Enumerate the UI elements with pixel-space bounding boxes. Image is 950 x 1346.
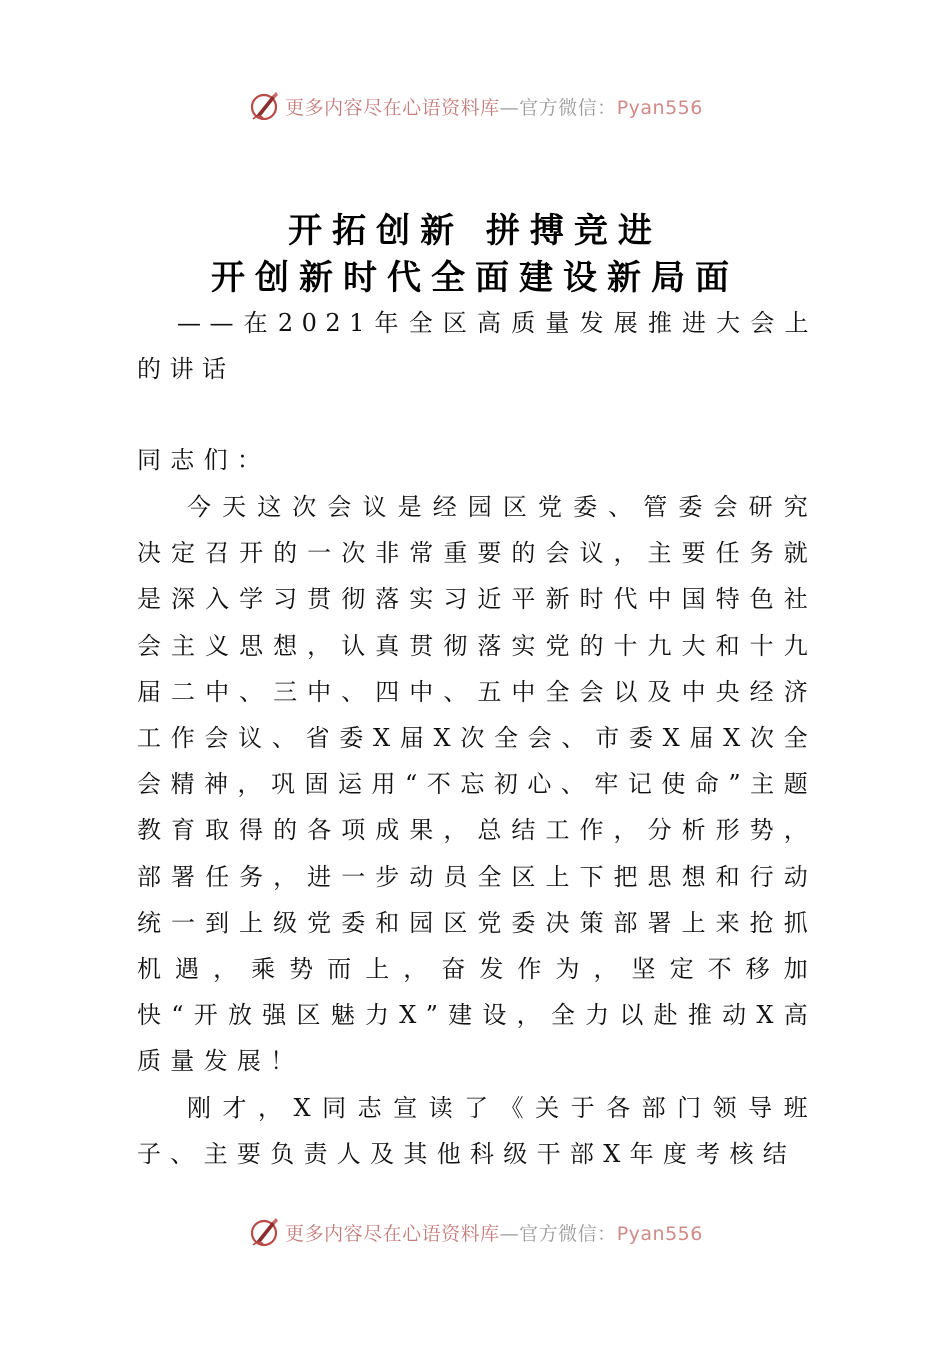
footer-banner — [0, 1212, 950, 1252]
paragraph-2: 刚才，X同志宣读了《关于各部门领导班子、主要负责人及其他科级干部X年度考核结 — [137, 1094, 817, 1169]
paragraph-1: 今天这次会议是经园区党委、管委会研究决定召开的一次非常重要的会议，主要任务就是深入学习贯彻落实习近平新时代中国特色社会主义思想，认真贯彻落实党的十九大和十九届二中、三中、四中、五中全会以及中央经济工作会议、省委X届X次全会、市委X届X次全会精神，巩固运用“不忘初心、牢记使命”主题教育取得的各项成果，总结工作，分析形势，部署任务，进一步动员全区上下把思想和行动统一到上级党委和园区党委决策部署上来抢抓机遇，乘势而上，奋发作为，坚定不移加快“开放强区魅力X”建设，全力以赴推动X高质量发展！ — [137, 493, 817, 1076]
banner-text — [285, 93, 703, 120]
banner-wechat-label: —官方微信： — [499, 1222, 617, 1245]
title-line-1: 开拓创新 拼搏竞进 — [288, 211, 662, 251]
banner-wechat-id: Pyan556 — [616, 1222, 703, 1245]
header-banner — [0, 86, 950, 126]
pen-logo-icon — [247, 89, 281, 123]
banner-wechat-label: —官方微信： — [499, 96, 617, 119]
banner-library-text: 更多内容尽在心语资料库 — [285, 96, 500, 119]
greeting: 同志们： — [137, 446, 271, 474]
banner-library-text: 更多内容尽在心语资料库 — [285, 1222, 500, 1245]
pen-logo-icon — [247, 1215, 281, 1249]
banner-text — [285, 1219, 703, 1246]
title-line-2: 开创新时代全面建设新局面 — [211, 258, 739, 298]
subtitle: ——在2021年全区高质量发展推进大会上的讲话 — [137, 309, 817, 383]
banner-wechat-id: Pyan556 — [616, 96, 703, 119]
